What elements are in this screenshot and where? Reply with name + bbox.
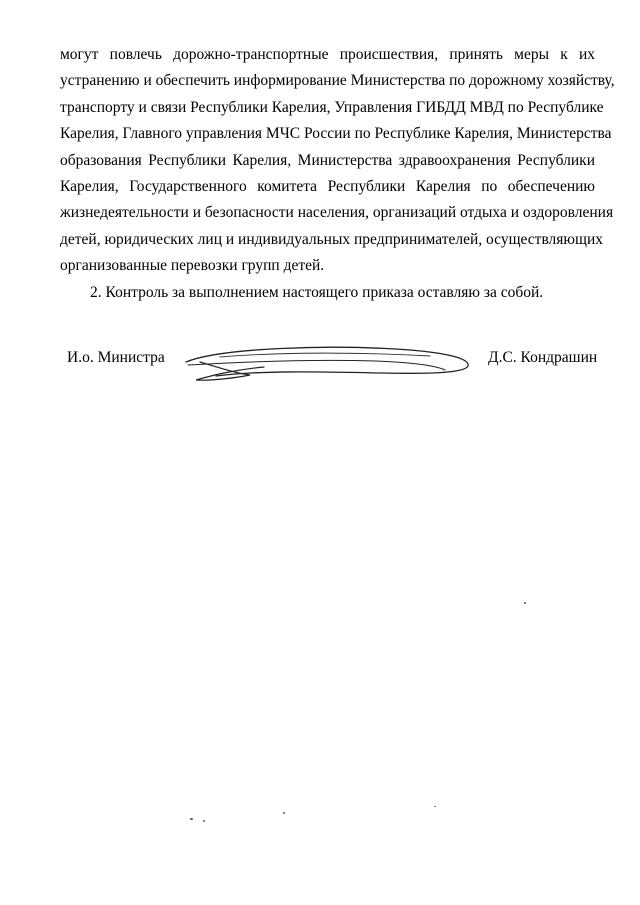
- document-body: [60, 42, 615, 306]
- scan-speck: [434, 806, 436, 807]
- signatory-name: Д.С. Кондрашин: [488, 349, 598, 366]
- paragraph-line-2: устранению и обеспечить информирование Министерства по дорожному хозяйству,: [60, 72, 615, 90]
- paragraph-line-4: Карелия, Главного управления МЧС России по Республике Карелия, Министерства: [60, 125, 612, 143]
- control-clause: 2. Контроль за выполнением настоящего приказа оставляю за собой.: [90, 283, 544, 301]
- scan-speck: [190, 818, 193, 820]
- paragraph-line-1: могут повлечь дорожно-транспортные происшествия, принять меры к их: [60, 46, 595, 63]
- handwritten-signature: [180, 340, 475, 384]
- signatory-title: И.о. Министра: [67, 349, 165, 366]
- scan-speck: [524, 602, 526, 604]
- paragraph-line-9: организованные перевозки групп детей.: [60, 257, 325, 275]
- scan-speck: [283, 812, 285, 814]
- scan-speck: [203, 820, 205, 822]
- paragraph-line-6: Карелия, Государственного комитета Республики Карелия по обеспечению: [60, 177, 595, 195]
- paragraph-line-7: жизнедеятельности и безопасности населения, организаций отдыха и оздоровления: [60, 204, 614, 222]
- paragraph-line-8: детей, юридических лиц и индивидуальных предпринимателей, осуществляющих: [60, 230, 603, 248]
- paragraph-line-3: транспорту и связи Республики Карелия, Управления ГИБДД МВД по Республике: [60, 98, 604, 116]
- paragraph-line-5: образования Республики Карелия, Министерства здравоохранения Республики: [60, 151, 595, 169]
